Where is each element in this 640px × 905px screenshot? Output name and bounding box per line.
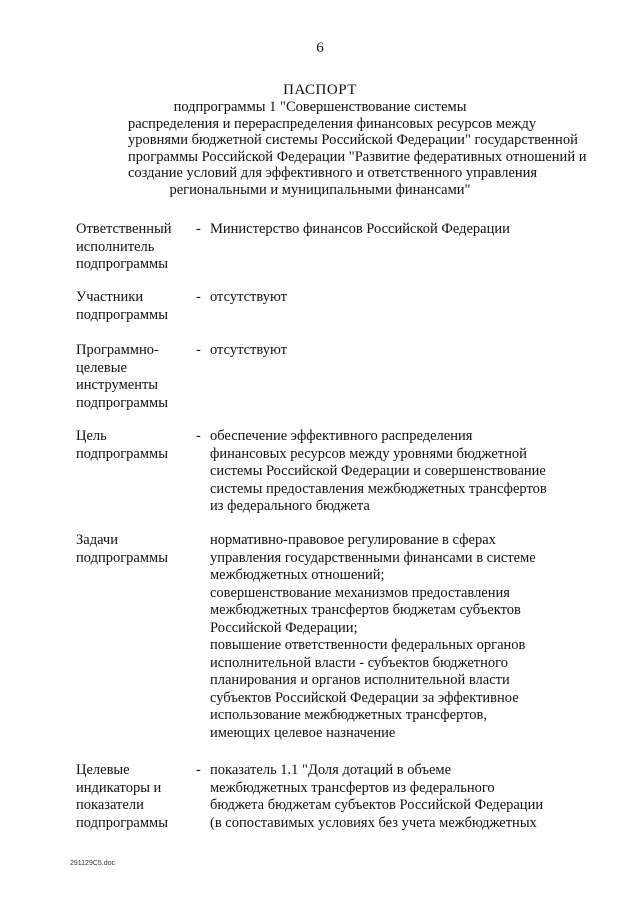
subtitle-line: программы Российской Федерации "Развитие федеративных отношений и: [128, 148, 587, 165]
subtitle-line: подпрограммы 1 "Совершенствование системы: [173, 99, 467, 115]
content-line: межбюджетных трансфертов из федерального: [210, 779, 495, 796]
row-dash: -: [196, 762, 201, 778]
label-line: Участники: [76, 289, 144, 305]
row-label: [76, 762, 201, 832]
document-subtitle: [128, 99, 587, 198]
row-content: [210, 762, 570, 832]
label-line: Ответственный: [76, 221, 172, 237]
content-line: финансовых ресурсов между уровнями бюджетной: [210, 445, 527, 462]
content-line: отсутствуют: [210, 342, 287, 358]
content-line: повышение ответственности федеральных органов: [210, 637, 526, 653]
content-line: бюджета бюджетам субъектов Российской Федерации: [210, 797, 544, 813]
label-line: Задачи: [76, 532, 118, 548]
document-filename: 291129C5.doc: [70, 860, 116, 867]
label-line: подпрограммы: [76, 256, 168, 272]
row-label: [76, 289, 201, 324]
content-line: использование межбюджетных трансфертов,: [210, 707, 488, 723]
subtitle-line: создание условий для эффективного и ответственного управления: [128, 165, 538, 181]
document-title: ПАСПОРТ: [283, 82, 357, 98]
row-label: [76, 428, 201, 463]
subtitle-line: региональными и муниципальными финансами": [169, 181, 471, 198]
label-line: инструменты: [76, 377, 159, 393]
row-content: [210, 428, 570, 516]
content-line: (в сопоставимых условиях без учета межбюджетных: [210, 814, 537, 831]
content-line: системы предоставления межбюджетных трансфертов: [210, 480, 547, 497]
row-dash: -: [196, 221, 201, 237]
label-line: Целевые: [76, 762, 130, 778]
content-line: системы Российской Федерации и совершенствование: [210, 463, 546, 479]
row-content: [210, 532, 570, 742]
content-line: межбюджетных трансфертов бюджетам субъектов: [210, 602, 521, 618]
label-line: Программно-: [76, 342, 159, 358]
label-line: подпрограммы: [76, 814, 168, 831]
content-line: обеспечение эффективного распределения: [210, 428, 473, 444]
content-line: Российской Федерации;: [210, 619, 358, 636]
label-line: подпрограммы: [76, 549, 168, 566]
content-line: имеющих целевое назначение: [210, 724, 396, 741]
content-line: управления государственными финансами в системе: [210, 549, 536, 566]
content-line: межбюджетных отношений;: [210, 567, 385, 583]
label-line: подпрограммы: [76, 394, 168, 411]
content-line: Министерство финансов Российской Федерации: [210, 221, 510, 237]
label-line: подпрограммы: [76, 445, 168, 462]
page-number: 6: [316, 40, 324, 56]
content-line: субъектов Российской Федерации за эффективное: [210, 689, 519, 706]
row-dash: -: [196, 428, 201, 444]
content-line: исполнительной власти - субъектов бюджетного: [210, 654, 508, 671]
row-label: [76, 532, 201, 567]
content-line: показатель 1.1 "Доля дотаций в объеме: [210, 762, 452, 778]
content-line: нормативно-правовое регулирование в сферах: [210, 532, 496, 548]
subtitle-line: распределения и перераспределения финансовых ресурсов между: [128, 115, 537, 132]
content-line: из федерального бюджета: [210, 498, 370, 514]
label-line: целевые: [76, 359, 127, 376]
label-line: Цель: [76, 428, 107, 444]
content-line: отсутствуют: [210, 289, 287, 305]
row-label: [76, 342, 201, 412]
label-line: подпрограммы: [76, 306, 168, 323]
content-line: планирования и органов исполнительной власти: [210, 672, 510, 688]
row-label: [76, 221, 201, 274]
row-content: [210, 342, 570, 360]
row-content: [210, 221, 570, 239]
label-line: исполнитель: [76, 238, 155, 255]
label-line: индикаторы и: [76, 779, 162, 796]
row-dash: -: [196, 342, 201, 358]
content-line: совершенствование механизмов предоставления: [210, 584, 510, 601]
subtitle-line: уровнями бюджетной системы Российской Федерации" государственной: [128, 132, 578, 148]
row-content: [210, 289, 570, 307]
row-dash: -: [196, 289, 201, 305]
label-line: показатели: [76, 797, 144, 813]
